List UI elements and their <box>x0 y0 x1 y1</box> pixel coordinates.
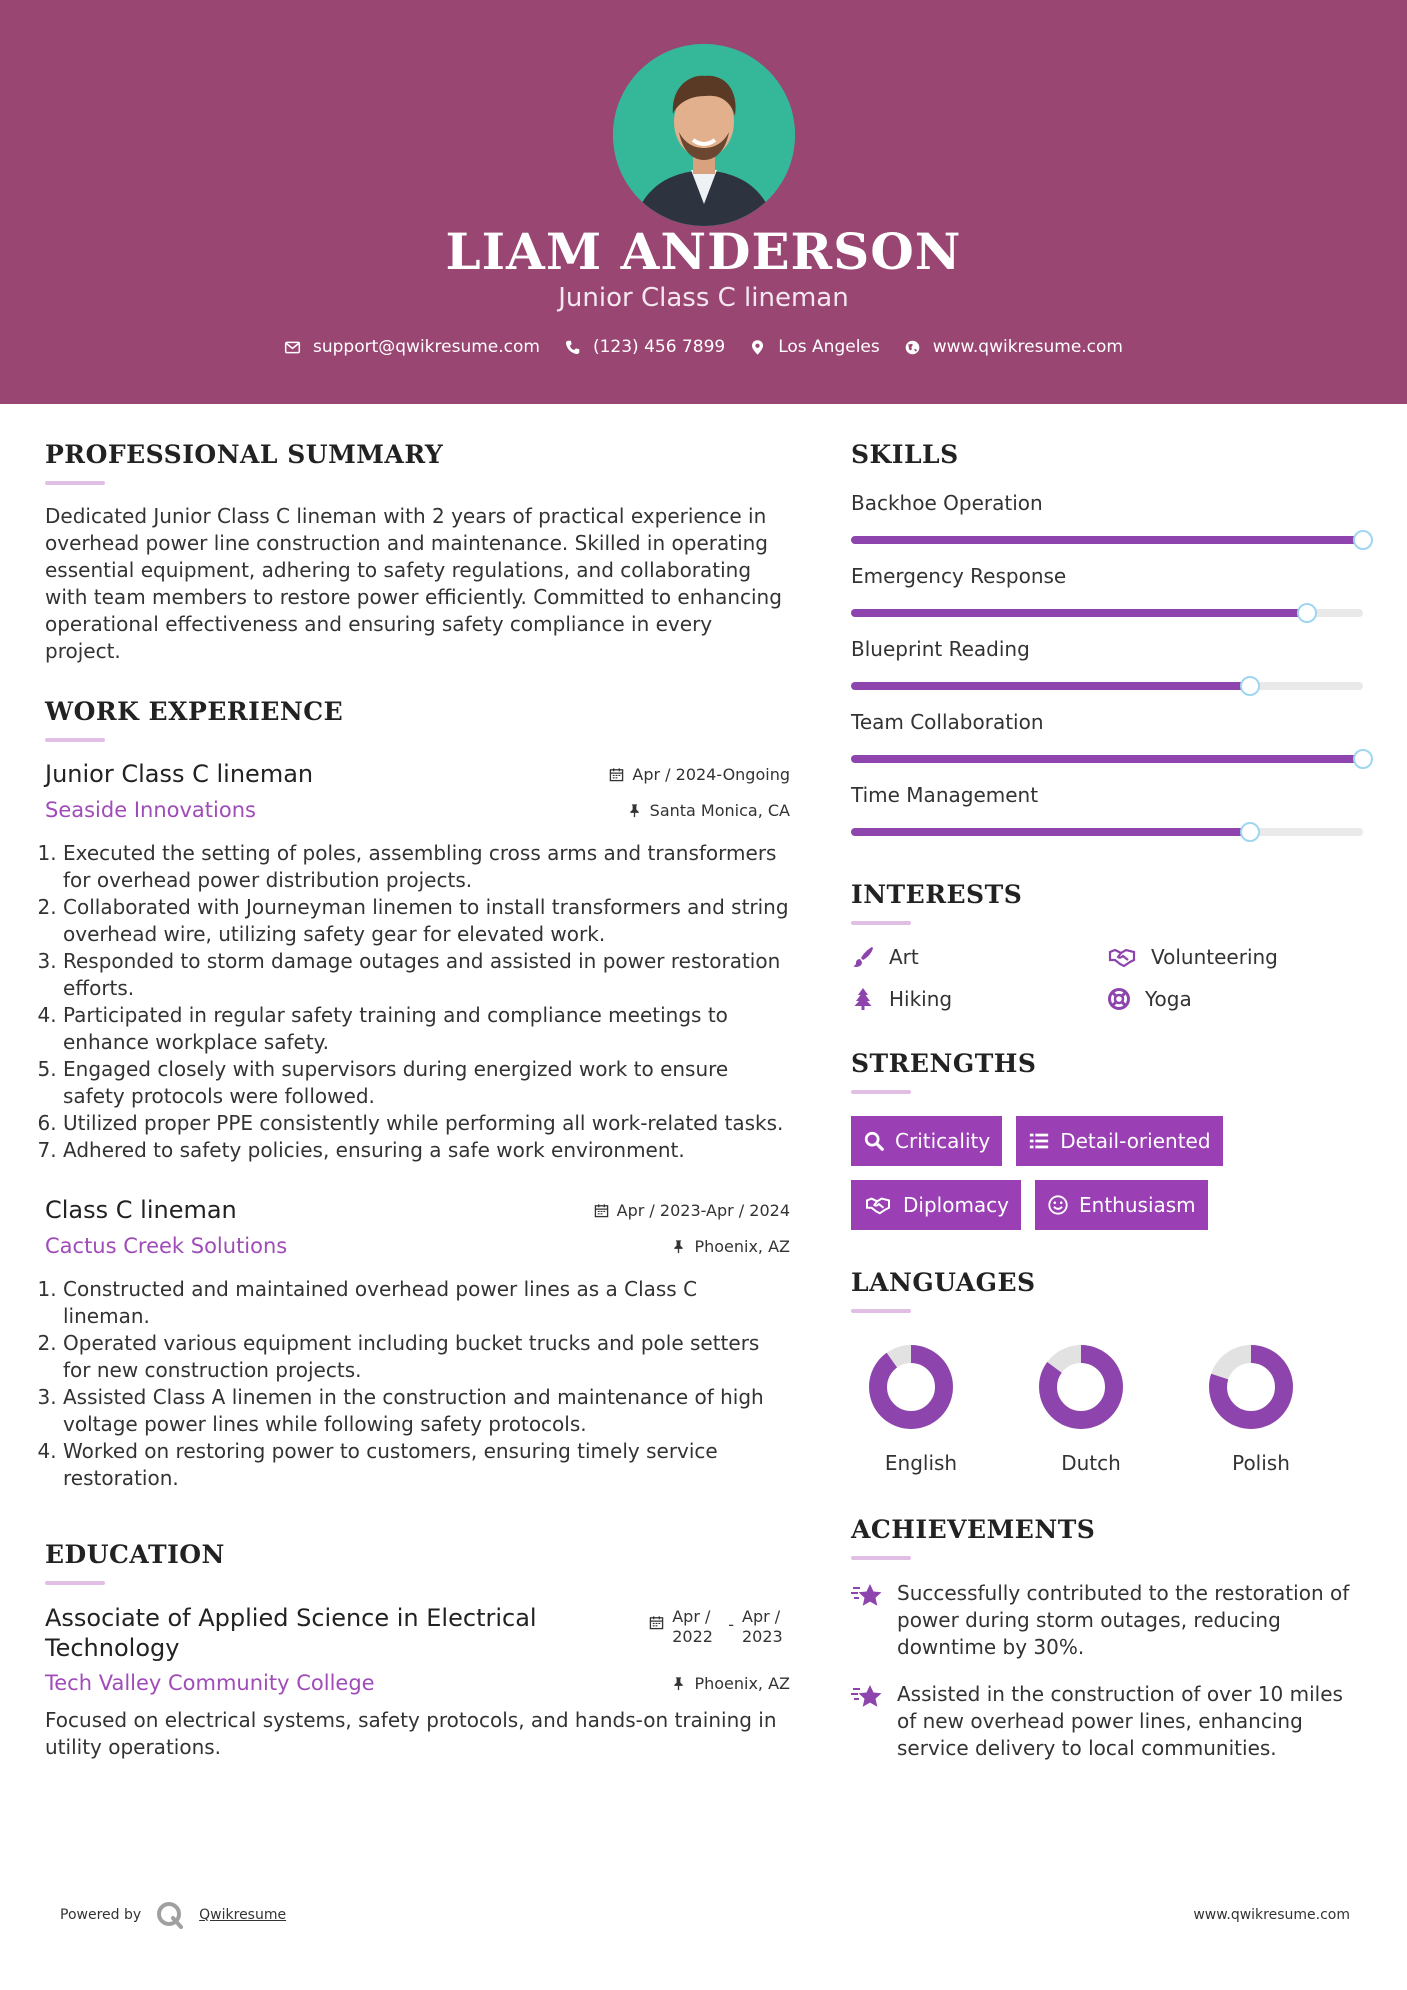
strength-chip <box>1016 1116 1222 1166</box>
achievement-item <box>851 1681 1367 1762</box>
interests-list <box>851 945 1367 1011</box>
skill-bar-track <box>851 755 1363 763</box>
skill-bar-fill <box>851 755 1363 763</box>
language-name: Polish <box>1232 1451 1290 1475</box>
handshake-icon <box>863 1194 893 1216</box>
education-dates <box>649 1607 790 1663</box>
education-school: Tech Valley Community College <box>45 1671 375 1695</box>
achievement-text: Assisted in the construction of over 10 miles of new overhead power lines, enhancing service delivery to local communities. <box>897 1682 1343 1760</box>
education-description: Focused on electrical systems, safety protocols, and hands-on training in utility operations. <box>45 1708 777 1759</box>
skill-item <box>851 564 1367 617</box>
strength-chip <box>851 1116 1002 1166</box>
interest-label: Volunteering <box>1151 945 1278 969</box>
skills-heading: SKILLS <box>851 440 959 469</box>
list-item: 1. Executed the setting of poles, assembling cross arms and transformers for overhead power distribution projects. <box>63 840 790 894</box>
pushpin-icon <box>671 1676 686 1691</box>
summary-text: Dedicated Junior Class C lineman with 2 years of practical experience in overhead power line construction and maintenance. Skilled in operating essential equipment, adhering to safety regulations, and collaborating with team members to restore power efficiently. Committed to enhancing operational effectiveness and ensuring safety compliance in every project. <box>45 504 782 663</box>
job-role: Junior Class C lineman <box>45 760 314 788</box>
resume-header <box>0 0 1407 404</box>
education-degree: Associate of Applied Science in Electrical Technology <box>45 1604 537 1662</box>
job-company: Cactus Creek Solutions <box>45 1234 288 1258</box>
phone-icon <box>564 339 581 356</box>
languages-heading: LANGUAGES <box>851 1268 1036 1297</box>
achievement-text: Successfully contributed to the restoration of power during storm outages, reducing downtime by 30%. <box>897 1581 1350 1659</box>
heading-underline <box>45 738 105 742</box>
contact-phone-text: (123) 456 7899 <box>592 337 726 357</box>
achievements-section <box>851 1515 1367 1762</box>
interest-item <box>1107 987 1363 1011</box>
job-location-text: Santa Monica, CA <box>649 800 790 820</box>
skill-item <box>851 710 1367 763</box>
skill-bar-knob <box>1297 603 1317 623</box>
date-separator: - <box>728 1615 734 1634</box>
pushpin-icon <box>671 1239 686 1254</box>
education-location <box>671 1674 790 1693</box>
contact-location <box>749 337 880 357</box>
avatar <box>613 44 795 226</box>
education-heading: EDUCATION <box>45 1540 225 1569</box>
interest-item <box>1107 945 1363 969</box>
skill-bar-fill <box>851 609 1307 617</box>
job-date <box>594 1201 790 1220</box>
contact-location-text: Los Angeles <box>778 337 880 357</box>
heading-underline <box>851 1309 911 1313</box>
heading-underline <box>851 1556 911 1560</box>
job-date <box>609 765 790 784</box>
skill-name: Emergency Response <box>851 564 1067 588</box>
strengths-section <box>851 1049 1367 1230</box>
job-task-list <box>45 840 790 1164</box>
skill-bar-knob <box>1240 822 1260 842</box>
list-item: 6. Utilized proper PPE consistently while performing all work-related tasks. <box>63 1110 790 1137</box>
calendar-icon <box>649 1615 664 1630</box>
languages-section <box>851 1268 1367 1475</box>
candidate-name: LIAM ANDERSON <box>445 222 962 281</box>
list-item: 4. Worked on restoring power to customers, ensuring timely service restoration. <box>63 1438 790 1492</box>
strength-label: Criticality <box>895 1129 991 1153</box>
interest-label: Yoga <box>1145 987 1192 1011</box>
education-end: Apr / 2023 <box>742 1607 783 1646</box>
job-date-text: Apr / 2023-Apr / 2024 <box>616 1201 790 1220</box>
paintbrush-icon <box>851 945 875 969</box>
skill-bar-knob <box>1353 530 1373 550</box>
job-date-text: Apr / 2024-Ongoing <box>632 765 790 784</box>
language-item <box>1191 1343 1361 1475</box>
strengths-heading: STRENGTHS <box>851 1049 1037 1078</box>
search-icon <box>863 1130 885 1152</box>
strength-chip <box>851 1180 1021 1230</box>
skill-bar-track <box>851 682 1363 690</box>
list-item: 2. Operated various equipment including bucket trucks and pole setters for new construction projects. <box>63 1330 790 1384</box>
skill-item <box>851 783 1367 836</box>
interest-label: Hiking <box>889 987 953 1011</box>
heading-underline <box>851 921 911 925</box>
powered-by-label: Powered by <box>60 1907 142 1923</box>
star-icon <box>851 1683 883 1711</box>
job-entry <box>45 760 790 1164</box>
strengths-list <box>851 1116 1367 1230</box>
job-location <box>671 1237 790 1256</box>
map-pin-icon <box>749 339 766 356</box>
job-role: Class C lineman <box>45 1196 237 1224</box>
summary-section <box>45 440 790 665</box>
skill-bar-fill <box>851 828 1250 836</box>
interests-heading: INTERESTS <box>851 880 1023 909</box>
job-location <box>627 801 790 820</box>
tree-icon <box>851 987 875 1011</box>
skill-bar-track <box>851 536 1363 544</box>
language-name: English <box>884 1451 958 1475</box>
language-ring-fill <box>878 1354 944 1420</box>
list-item: 3. Assisted Class A linemen in the construction and maintenance of high voltage power lines while following safety protocols. <box>63 1384 790 1438</box>
list-item: 4. Participated in regular safety training and compliance meetings to enhance workplace safety. <box>63 1002 790 1056</box>
smile-icon <box>1047 1194 1069 1216</box>
strength-chip <box>1035 1180 1208 1230</box>
skill-name: Time Management <box>851 783 1039 807</box>
skill-item <box>851 491 1367 544</box>
globe-icon <box>904 339 921 356</box>
skill-bar-knob <box>1353 749 1373 769</box>
experience-section <box>45 697 790 1492</box>
qwikresume-logo-icon <box>155 1900 185 1930</box>
contact-email[interactable] <box>284 337 540 357</box>
skill-bar-track <box>851 609 1363 617</box>
list-item: 3. Responded to storm damage outages and assisted in power restoration efforts. <box>63 948 790 1002</box>
summary-heading: PROFESSIONAL SUMMARY <box>45 440 444 469</box>
skill-bar-track <box>851 828 1363 836</box>
skill-name: Team Collaboration <box>851 710 1044 734</box>
candidate-title: Junior Class C lineman <box>558 283 849 313</box>
lifering-icon <box>1107 987 1131 1011</box>
skill-name: Backhoe Operation <box>851 491 1043 515</box>
right-column <box>851 440 1367 1762</box>
contact-bar <box>0 337 1407 357</box>
envelope-icon <box>284 339 301 356</box>
interest-item <box>851 945 1107 969</box>
calendar-icon <box>609 767 624 782</box>
list-item: 5. Engaged closely with supervisors during energized work to ensure safety protocols were followed. <box>63 1056 790 1110</box>
profile-photo <box>613 44 795 226</box>
skill-item <box>851 637 1367 690</box>
interests-section <box>851 880 1367 1011</box>
interest-label: Art <box>889 945 919 969</box>
list-icon <box>1028 1130 1050 1152</box>
languages-list <box>851 1343 1367 1475</box>
brand-link[interactable]: Qwikresume <box>199 1907 287 1923</box>
skill-bar-fill <box>851 536 1363 544</box>
skills-list <box>851 491 1367 836</box>
interest-item <box>851 987 1107 1011</box>
left-column <box>45 440 790 1761</box>
skill-bar-fill <box>851 682 1250 690</box>
page-footer <box>60 1900 1350 1930</box>
job-company: Seaside Innovations <box>45 798 256 822</box>
heading-underline <box>45 481 105 485</box>
strength-label: Diplomacy <box>903 1193 1010 1217</box>
job-location-text: Phoenix, AZ <box>694 1236 790 1256</box>
skills-section <box>851 440 1367 836</box>
experience-heading: WORK EXPERIENCE <box>45 697 344 726</box>
language-ring <box>1207 1343 1295 1431</box>
footer-website[interactable]: www.qwikresume.com <box>1193 1907 1350 1923</box>
powered-by <box>60 1900 286 1930</box>
contact-website-text: www.qwikresume.com <box>932 337 1123 357</box>
achievement-item <box>851 1580 1367 1661</box>
star-icon <box>851 1582 883 1610</box>
language-ring <box>867 1343 955 1431</box>
strength-label: Enthusiasm <box>1079 1193 1196 1217</box>
achievements-heading: ACHIEVEMENTS <box>851 1515 1096 1544</box>
contact-phone[interactable] <box>564 337 725 357</box>
education-location-text: Phoenix, AZ <box>694 1673 790 1693</box>
language-ring <box>1037 1343 1125 1431</box>
calendar-icon <box>594 1203 609 1218</box>
pushpin-icon <box>627 803 642 818</box>
education-section <box>45 1540 790 1761</box>
language-name: Dutch <box>1061 1451 1121 1475</box>
skill-bar-knob <box>1240 676 1260 696</box>
skill-name: Blueprint Reading <box>851 637 1030 661</box>
job-entry <box>45 1196 790 1492</box>
contact-website[interactable] <box>904 337 1123 357</box>
education-start: Apr / 2022 <box>672 1607 713 1646</box>
list-item: 1. Constructed and maintained overhead power lines as a Class C lineman. <box>63 1276 790 1330</box>
job-task-list <box>45 1276 790 1492</box>
list-item: 7. Adhered to safety policies, ensuring a safe work environment. <box>63 1137 790 1164</box>
handshake-icon <box>1107 945 1137 969</box>
heading-underline <box>45 1581 105 1585</box>
strength-label: Detail-oriented <box>1060 1129 1211 1153</box>
contact-email-text: support@qwikresume.com <box>313 337 540 357</box>
list-item: 2. Collaborated with Journeyman linemen to install transformers and string overhead wire, utilizing safety gear for elevated work. <box>63 894 790 948</box>
heading-underline <box>851 1090 911 1094</box>
